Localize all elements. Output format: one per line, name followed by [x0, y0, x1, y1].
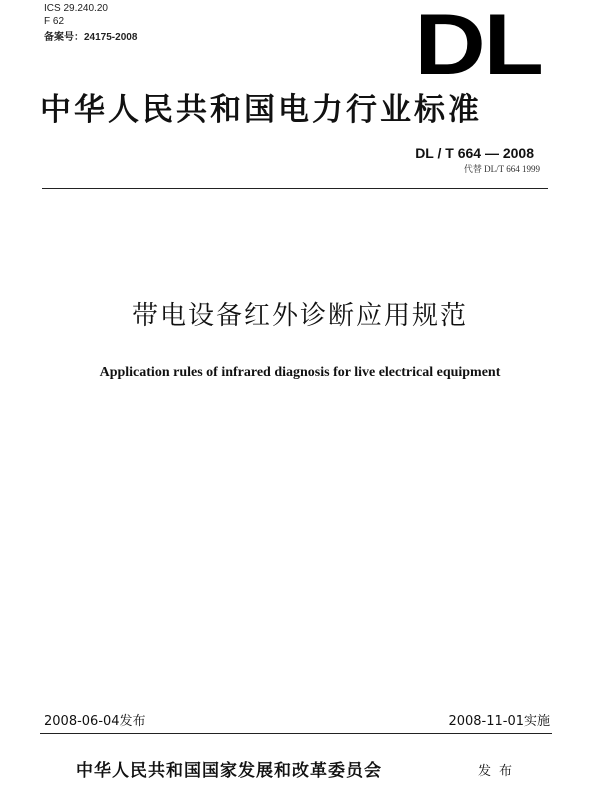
header-divider	[42, 188, 548, 189]
release-label: 发布	[478, 764, 521, 779]
document-title-chinese: 带电设备红外诊断应用规范	[131, 301, 468, 331]
footer-divider	[40, 733, 552, 734]
standard-number: DL / T 664 — 2008	[415, 145, 534, 161]
filing-number: 备案号：24175-2008	[44, 32, 138, 43]
standard-body-title: 中华人民共和国电力行业标准	[40, 92, 482, 128]
replaces-standard: 代替 DL/T 664 1999	[463, 164, 540, 174]
implementation-date: 2008-11-01实施	[448, 714, 550, 729]
document-title-english: Application rules of infrared diagnosis for live electrical equipment	[99, 365, 501, 380]
ccs-code: F 62	[44, 16, 65, 27]
ics-code: ICS 29.240.20	[44, 3, 108, 14]
issuing-authority: 中华人民共和国国家发展和改革委员会	[76, 761, 382, 781]
publish-date: 2008-06-04发布	[44, 714, 146, 729]
dl-logo: DL	[414, 0, 542, 93]
